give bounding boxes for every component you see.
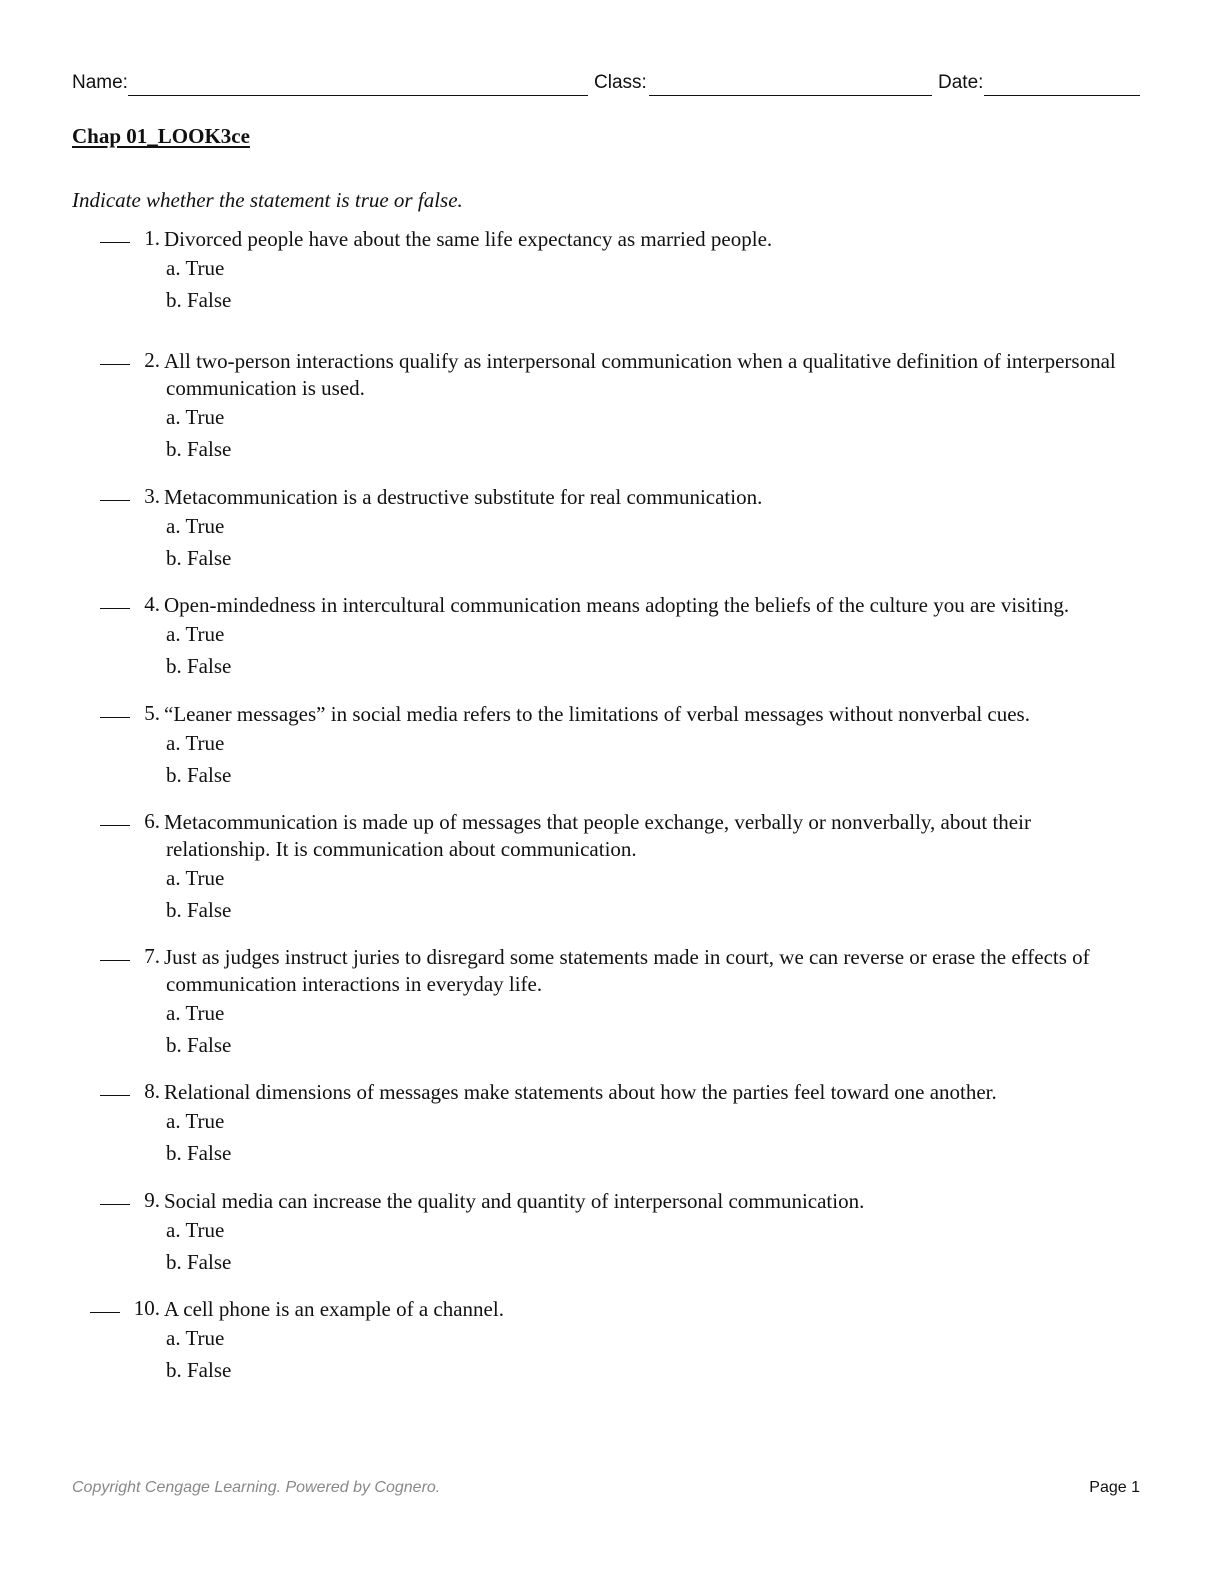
option-b: b. False [166, 763, 232, 787]
question-number: 7. [144, 944, 160, 968]
option-a: a. True [166, 866, 225, 890]
class-line [649, 95, 932, 96]
option-a: a. True [166, 1109, 225, 1133]
question-text: Metacommunication is made up of messages that people exchange, verbally or nonverbally, about their relationship. It is communication about communication. [164, 810, 1031, 861]
answer-blank[interactable] [90, 1312, 120, 1313]
instructions: Indicate whether the statement is true or false. [72, 188, 463, 212]
question-text: Metacommunication is a destructive substitute for real communication. [164, 485, 763, 509]
date-label: Date: [938, 72, 984, 93]
date-field[interactable] [938, 70, 1142, 98]
question-text: “Leaner messages” in social media refers to the limitations of verbal messages without nonverbal cues. [164, 702, 1030, 726]
question-text: All two-person interactions qualify as interpersonal communication when a qualitative definition of interpersonal communication is used. [164, 349, 1116, 400]
name-line [128, 95, 588, 96]
date-line [984, 95, 1140, 96]
option-a: a. True [166, 622, 225, 646]
option-b: b. False [166, 654, 232, 678]
question-number: 3. [144, 484, 160, 508]
question-text: Social media can increase the quality and quantity of interpersonal communication. [164, 1189, 865, 1213]
header-fields [72, 70, 1142, 98]
page-title: Chap 01_LOOK3ce [72, 124, 250, 148]
option-b: b. False [166, 898, 232, 922]
option-b: b. False [166, 1358, 232, 1382]
question-number: 1. [144, 226, 160, 250]
option-a: a. True [166, 1001, 225, 1025]
option-a: a. True [166, 731, 225, 755]
option-b: b. False [166, 546, 232, 570]
option-a: a. True [166, 514, 225, 538]
question-text: Relational dimensions of messages make statements about how the parties feel toward one another. [164, 1080, 997, 1104]
question-text: Just as judges instruct juries to disregard some statements made in court, we can reverse or erase the effects of communication interactions in everyday life. [164, 945, 1090, 996]
option-a: a. True [166, 256, 225, 280]
class-label: Class: [594, 72, 647, 93]
option-b: b. False [166, 437, 232, 461]
question-number: 8. [144, 1079, 160, 1103]
question-number: 5. [144, 701, 160, 725]
question-text: Open-mindedness in intercultural communication means adopting the beliefs of the culture you are visiting. [164, 593, 1070, 617]
question-number: 6. [144, 809, 160, 833]
question-number: 2. [144, 348, 160, 372]
option-a: a. True [166, 1218, 225, 1242]
question-number: 10. [133, 1296, 160, 1320]
question-text: Divorced people have about the same life expectancy as married people. [164, 227, 773, 251]
footer-page-number: Page 1 [1089, 1479, 1140, 1496]
option-a: a. True [166, 405, 225, 429]
option-b: b. False [166, 1250, 232, 1274]
option-b: b. False [166, 1141, 232, 1165]
footer-copyright: Copyright Cengage Learning. Powered by Cognero. [72, 1479, 441, 1496]
question-number: 9. [144, 1188, 160, 1212]
question-number: 4. [144, 592, 160, 616]
option-b: b. False [166, 288, 232, 312]
name-field[interactable] [72, 70, 588, 98]
option-b: b. False [166, 1033, 232, 1057]
question-text: A cell phone is an example of a channel. [164, 1297, 504, 1321]
class-field[interactable] [594, 70, 934, 98]
name-label: Name: [72, 72, 128, 93]
option-a: a. True [166, 1326, 225, 1350]
